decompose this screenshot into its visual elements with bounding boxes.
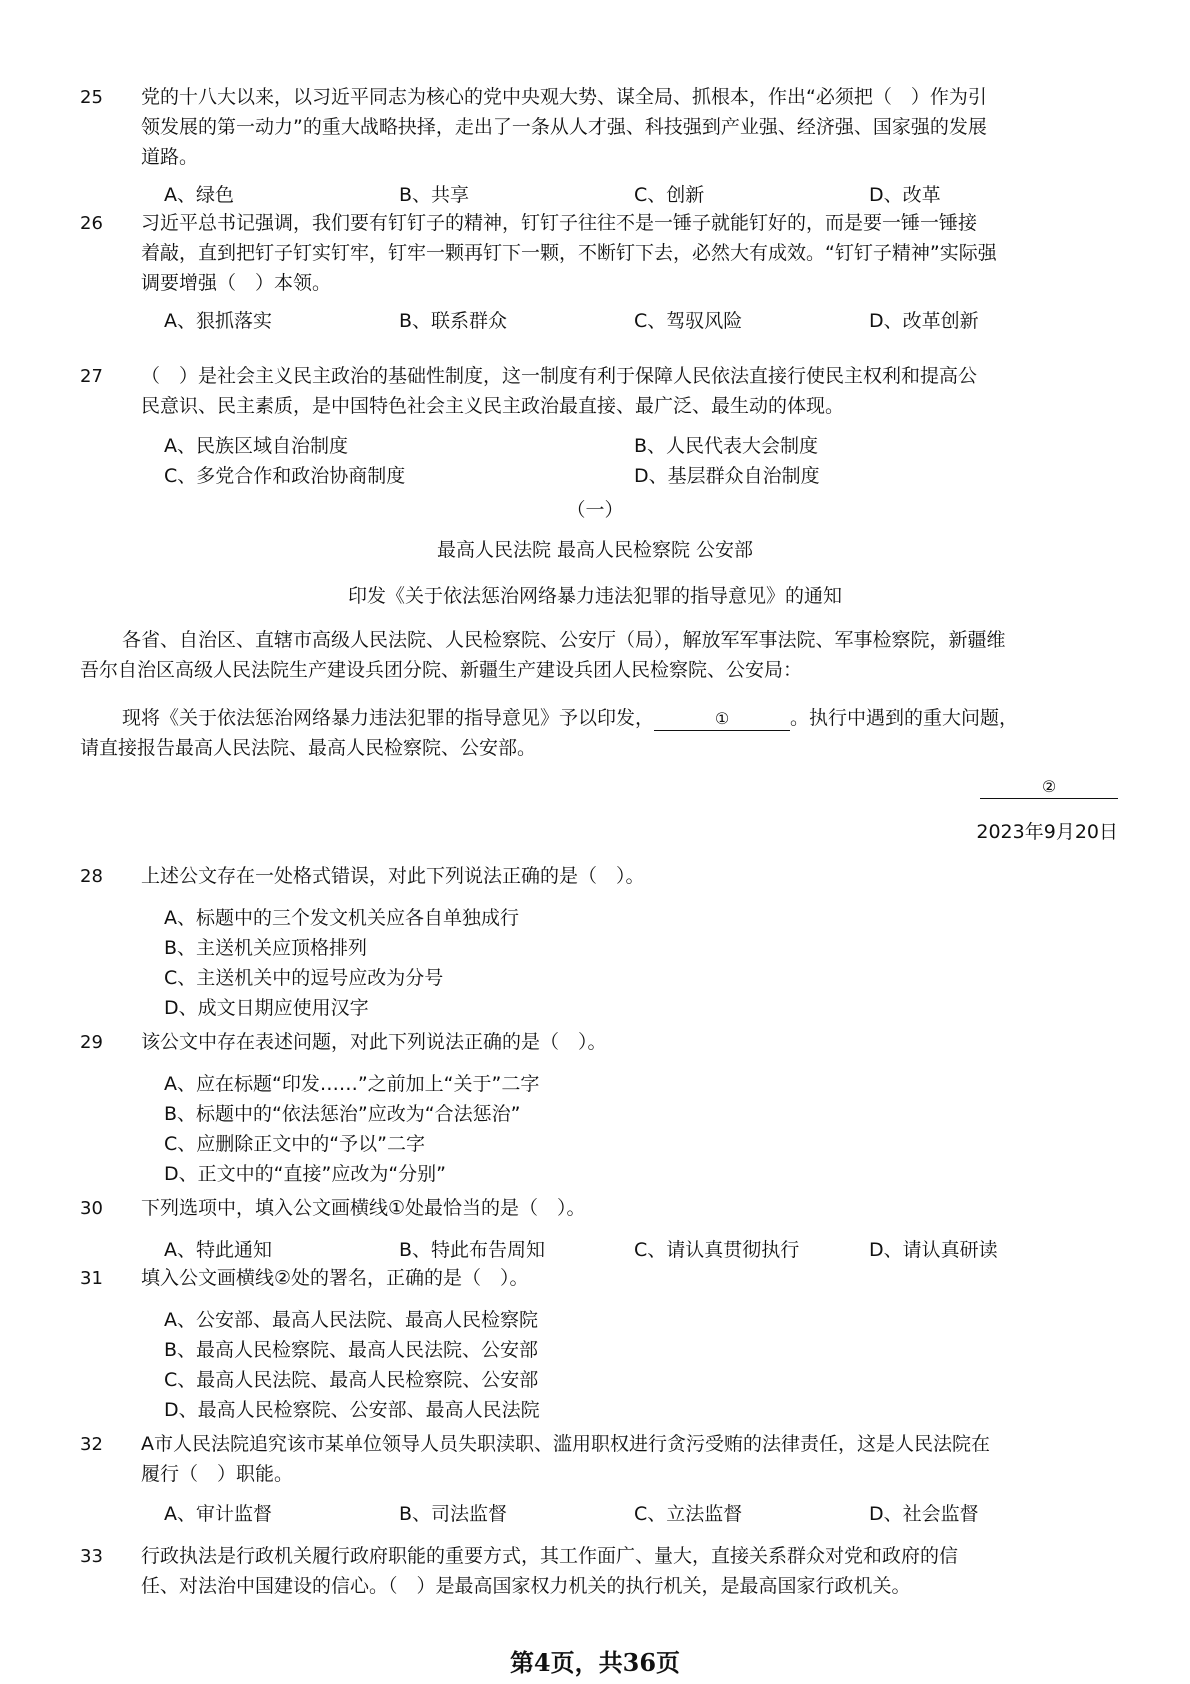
option-d[interactable]: D、请认真研读 xyxy=(869,1239,998,1261)
options xyxy=(164,432,1104,492)
doc-title: 印发《关于依法惩治网络暴力违法犯罪的指导意见》的通知 xyxy=(347,585,842,607)
option-a[interactable]: A、审计监督 xyxy=(164,1503,272,1525)
option-b[interactable]: B、特此布告周知 xyxy=(399,1239,546,1261)
page-footer: 第4页，共36页 xyxy=(509,1648,681,1677)
options xyxy=(164,307,1104,337)
option-c[interactable]: C、主送机关中的逗号应改为分号 xyxy=(164,967,444,989)
blank-1: ① xyxy=(654,708,790,731)
question-stem xyxy=(141,862,1096,892)
doc-body xyxy=(80,704,1110,764)
option-c[interactable]: C、请认真贯彻执行 xyxy=(634,1239,800,1261)
body-line: 请直接报告最高人民法院、最高人民检察院、公安部。 xyxy=(80,737,537,759)
option-b[interactable]: B、联系群众 xyxy=(399,310,508,332)
doc-issuers: 最高人民法院 最高人民检察院 公安部 xyxy=(436,539,754,561)
blank-2-signature: ② xyxy=(980,776,1118,799)
option-c[interactable]: C、应删除正文中的“予以”二字 xyxy=(164,1133,425,1155)
question-stem xyxy=(141,362,1096,422)
question-stem xyxy=(141,1542,1096,1602)
option-c[interactable]: C、立法监督 xyxy=(634,1503,743,1525)
question-number: 27 xyxy=(80,366,103,387)
option-a[interactable]: A、狠抓落实 xyxy=(164,310,272,332)
body-text-before: 现将《关于依法惩治网络暴力违法犯罪的指导意见》予以印发， xyxy=(122,707,655,729)
stem-line: （ ）是社会主义民主政治的基础性制度，这一制度有利于保障人民依法直接行使民主权利和提高公 xyxy=(141,365,978,387)
stem-line: 着敲，直到把钉子钉实钉牢，钉牢一颗再钉下一颗，不断钉下去，必然大有成效。“钉钉子精神”实际强 xyxy=(141,242,997,264)
question-number: 25 xyxy=(80,87,103,108)
option-b[interactable]: B、主送机关应顶格排列 xyxy=(164,937,368,959)
section-marker: （一） xyxy=(566,499,624,521)
option-c[interactable]: C、创新 xyxy=(634,184,705,206)
option-b[interactable]: B、人民代表大会制度 xyxy=(634,435,819,457)
option-d[interactable]: D、改革创新 xyxy=(869,310,979,332)
body-text-after: 。执行中遇到的重大问题， xyxy=(790,707,1019,729)
question-number: 30 xyxy=(80,1198,103,1219)
option-a[interactable]: A、民族区域自治制度 xyxy=(164,435,348,457)
question-number: 31 xyxy=(80,1268,103,1289)
question-stem xyxy=(141,209,1096,299)
option-d[interactable]: D、成文日期应使用汉字 xyxy=(164,997,369,1019)
options xyxy=(164,1070,1104,1190)
option-d[interactable]: D、正文中的“直接”应改为“分别” xyxy=(164,1163,447,1185)
stem-line: 填入公文画横线②处的署名，正确的是（ ）。 xyxy=(141,1267,529,1289)
doc-recipients xyxy=(80,626,1110,686)
question-stem xyxy=(141,1264,1096,1294)
option-a[interactable]: A、公安部、最高人民法院、最高人民检察院 xyxy=(164,1309,538,1331)
stem-line: 道路。 xyxy=(141,146,199,168)
option-a[interactable]: A、特此通知 xyxy=(164,1239,272,1261)
question-number: 29 xyxy=(80,1032,103,1053)
option-d[interactable]: D、基层群众自治制度 xyxy=(634,465,820,487)
stem-line: 领发展的第一动力”的重大战略抉择，走出了一条从人才强、科技强到产业强、经济强、国家强的发展 xyxy=(141,116,987,138)
option-a[interactable]: A、标题中的三个发文机关应各自单独成行 xyxy=(164,907,519,929)
question-number: 28 xyxy=(80,866,103,887)
question-stem xyxy=(141,1430,1096,1490)
stem-line: 习近平总书记强调，我们要有钉钉子的精神，钉钉子往往不是一锤子就能钉好的，而是要一锤一锤接 xyxy=(141,212,978,234)
stem-line: 该公文中存在表述问题，对此下列说法正确的是（ ）。 xyxy=(141,1031,607,1053)
option-a[interactable]: A、应在标题“印发……”之前加上“关于”二字 xyxy=(164,1073,540,1095)
stem-line: A市人民法院追究该市某单位领导人员失职渎职、滥用职权进行贪污受贿的法律责任，这是人民法院在 xyxy=(141,1433,991,1455)
stem-line: 党的十八大以来，以习近平同志为核心的党中央观大势、谋全局、抓根本，作出“必须把（ ）作为引 xyxy=(141,86,987,108)
option-b[interactable]: B、最高人民检察院、最高人民法院、公安部 xyxy=(164,1339,539,1361)
option-c[interactable]: C、多党合作和政治协商制度 xyxy=(164,465,406,487)
option-c[interactable]: C、驾驭风险 xyxy=(634,310,743,332)
body-line xyxy=(80,704,1110,734)
stem-line: 民意识、民主素质，是中国特色社会主义民主政治最直接、最广泛、最生动的体现。 xyxy=(141,395,845,417)
stem-line: 履行（ ）职能。 xyxy=(141,1463,294,1485)
question-number: 32 xyxy=(80,1434,103,1455)
question-stem xyxy=(141,1194,1096,1224)
options xyxy=(164,904,1104,1024)
recipients-line: 吾尔自治区高级人民法院生产建设兵团分院、新疆生产建设兵团人民检察院、公安局： xyxy=(80,659,803,681)
options xyxy=(164,1500,1104,1530)
option-a[interactable]: A、绿色 xyxy=(164,184,234,206)
stem-line: 行政执法是行政机关履行政府职能的重要方式，其工作面广、量大，直接关系群众对党和政府的信 xyxy=(141,1545,959,1567)
option-d[interactable]: D、最高人民检察院、公安部、最高人民法院 xyxy=(164,1399,540,1421)
option-d[interactable]: D、改革 xyxy=(869,184,941,206)
option-c[interactable]: C、最高人民法院、最高人民检察院、公安部 xyxy=(164,1369,539,1391)
question-stem xyxy=(141,1028,1096,1058)
doc-date: 2023年9月20日 xyxy=(976,821,1118,843)
recipients-line: 各省、自治区、直辖市高级人民法院、人民检察院、公安厅（局），解放军军事法院、军事检察院，新疆维 xyxy=(122,629,1006,651)
options xyxy=(164,1236,1104,1266)
question-stem xyxy=(141,83,1096,173)
options xyxy=(164,1306,1104,1426)
options xyxy=(164,181,1104,211)
question-number: 33 xyxy=(80,1546,103,1567)
stem-line: 上述公文存在一处格式错误，对此下列说法正确的是（ ）。 xyxy=(141,865,645,887)
stem-line: 调要增强（ ）本领。 xyxy=(141,272,332,294)
option-b[interactable]: B、标题中的“依法惩治”应改为“合法惩治” xyxy=(164,1103,521,1125)
option-b[interactable]: B、司法监督 xyxy=(399,1503,508,1525)
option-b[interactable]: B、共享 xyxy=(399,184,470,206)
option-d[interactable]: D、社会监督 xyxy=(869,1503,979,1525)
stem-line: 任、对法治中国建设的信心。（ ）是最高国家权力机关的执行机关，是最高国家行政机关。 xyxy=(141,1575,911,1597)
stem-line: 下列选项中，填入公文画横线①处最恰当的是（ ）。 xyxy=(141,1197,586,1219)
question-number: 26 xyxy=(80,213,103,234)
